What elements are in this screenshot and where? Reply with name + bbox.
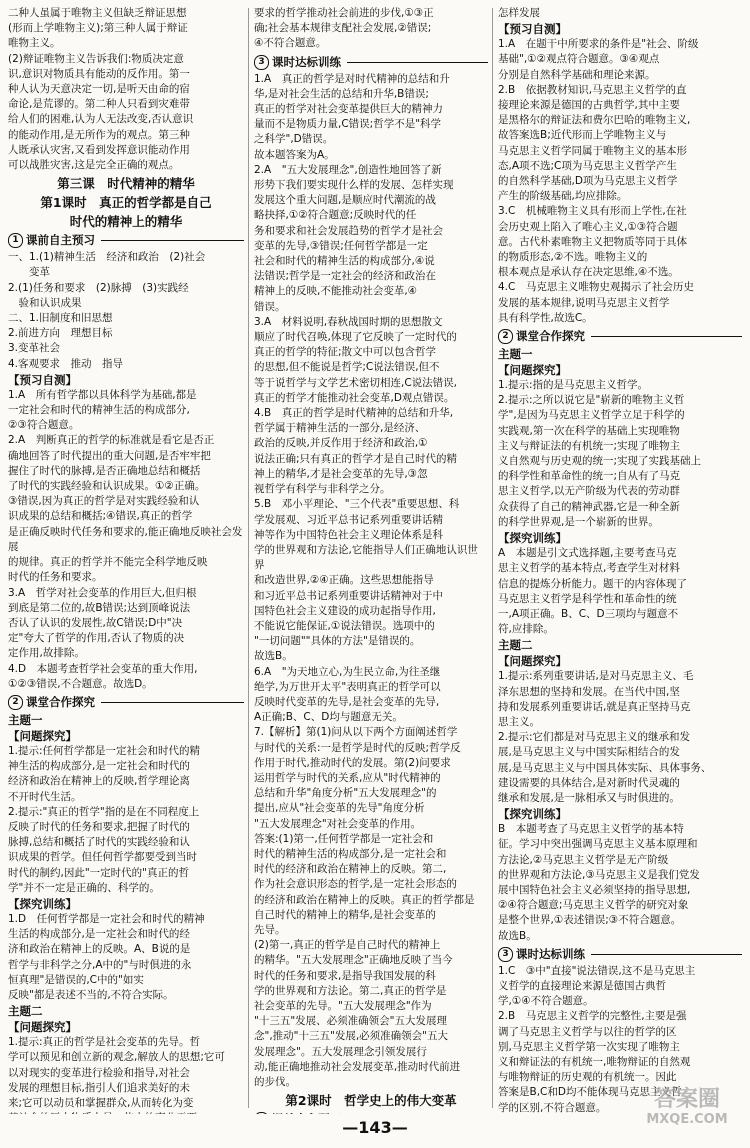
subsection-label: 【问题探究】 [8,1020,77,1035]
text-line: 变革 [8,266,50,279]
text-line: 4.B 真正的哲学是时代精神的总结和升华, [254,407,454,420]
text-line: 说法正确;只有真正的哲学才是自己时代的精 [254,452,458,465]
section-title [272,1112,341,1114]
text-line: ②③符合题意。 [8,419,80,432]
text-line: 二种人虽属于唯物主义但缺乏辩证思想 [8,7,187,19]
text-line: 视哲学有科学与非科学之分。 [254,483,391,496]
text-line: 2.(1)任务和要求 (2)脉搏 (3)实践经 [8,281,189,294]
text-line: 济和政治在精神上的反映。A、B说的是 [8,943,191,956]
section-title: 课时达标训练 [516,946,585,961]
text-line: 方法论,②马克思主义哲学是无产阶级 [498,853,669,866]
text-line: 1.D 任何哲学都是一定社会和时代的精神 [8,912,205,925]
section-bar [498,328,742,345]
text-line: 展,是马克思主义与中国具体实际、具体事务、 [498,761,712,774]
section-title: 课前自主预习 [26,233,95,248]
subsection-label: 主题二 [8,1004,43,1019]
text-line: 变革的先导,③错误;任何哲学都是一定 [254,239,428,252]
text-line: 会历史观上陷入了唯心主义,①③符合题 [498,220,678,233]
text-line: B 本题考查了马克思主义哲学的基本特 [498,823,684,836]
text-line: 3.A 哲学对社会变革的作用巨大,但归根 [8,586,197,599]
text-line: 到底是第二位的,故B错误;达到顶峰说法 [8,601,191,614]
text-line: 给人们的困难,认为人无法改变,否认意识 [8,113,194,126]
text-line: 征。学习中突出强调马克思主义基本原理和 [498,838,698,851]
section-title: 课堂合作探究 [516,328,585,343]
text-line: 时代的任务和要求。 [8,571,103,584]
section-bar [254,1111,488,1114]
text-line: 时代的任务和要求,是指导我国发展的科 [254,969,436,982]
text-line: 故选B。 [498,929,537,942]
text-line: 发展理念"。五大发展理念引领发展行 [254,1045,427,1058]
text-line: 恒真理"是错误的,C中的"如实 [8,973,144,986]
text-line: 提出,应从"社会变革的先导"角度分析 [254,802,425,815]
text-line: 念",推动"十三五"发展,必须准确领会"五大 [254,1030,448,1043]
text-line: 继承和发展,是一脉相承又与时俱进的。 [498,791,680,804]
text-line: 4.客观要求 推动 指导 [8,357,124,370]
text-line: 命论,是荒谬的。第二种人只看到灾难带 [8,98,190,111]
text-line: 学,①④不符合题意。 [498,995,594,1008]
text-line: 识成果的总结和概括;④错误,真正的哲学 [8,510,193,523]
text-line: 务和要求和社会发展趋势的哲学才是社会 [254,224,443,237]
text-line: 故本题答案为A。 [254,148,335,161]
text-line: 反映时代变革的先导,是社会变革的先导, [254,695,440,708]
text-line: 识,意识对物质具有能动的反作用。第一 [8,67,190,80]
text-line: 义哲学的直接理论来源是德国古典哲 [498,979,666,992]
text-line: 态,A项不选;C项为马克思主义哲学产生 [498,159,677,172]
text-line: 产生的阶级基础,均应排除。 [498,190,628,203]
text-line: 神生活的构成部分,是一定社会和时代的 [8,760,190,773]
column-divider [248,8,249,1108]
text-line: 2.B 马克思主义哲学的完整性,主要是强 [498,1010,687,1023]
section-bar [254,54,488,71]
text-line: 学"并不一定是正确的、科学的。 [8,881,160,894]
text-line: 不开时代生活。 [8,790,82,803]
text-line: ④不符合题意。 [254,37,327,50]
text-line: 和习近平总书记系列重要讲话精神对于中 [254,589,443,602]
column-right [498,6,742,1114]
section-bar [8,694,244,711]
text-line: 动,能正确地推动社会发展变革,推动时代前进 [254,1060,461,1073]
text-line: 是黑格尔的辩证法和费尔巴哈的唯物主义, [498,114,691,127]
text-line: ①②③错误,不合题意。故选D。 [8,677,153,690]
subsection-label: 【问题探究】 [498,363,567,378]
text-line: 1.提示:系列重要讲话,是对马克思主义、毛 [498,670,694,683]
text-line: 泽东思想的坚持和发展。在当代中国,坚 [498,685,680,698]
text-line: 4.C 马克思主义唯物史观揭示了社会历史 [498,281,694,294]
section-rule [591,336,742,337]
text-line: 2.B 依据教材知识,马克思主义哲学的直 [498,83,687,96]
subsection-label: 【问题探究】 [8,728,77,743]
text-line: 顺应了时代召唤,体现了它反映了一定时代的 [254,331,457,344]
text-line: 验和认识成果 [8,296,82,309]
text-line: 众获得了自己的精神武器,它是一种全新 [498,500,680,513]
text-line: 1.A 在题干中所要求的条件是"社会、阶级 [498,38,699,51]
text-line: 符,应排除。 [498,623,554,636]
section-number-icon: 2 [8,695,23,710]
text-line: 1.A 真正的哲学是对时代精神的总结和升 [254,72,450,85]
text-line: 社会和时代的精神生活的构成部分,④说 [254,255,435,268]
text-line: 5.B 邓小平理论、"三个代表"重要思想、科 [254,498,460,511]
text-line: 量而不是物质力量,C错误;哲学不是"科学 [254,118,442,131]
text-line: 反映了时代的任务和要求,把握了时代的 [8,820,190,833]
lesson-heading: 时代的精神上的精华 [69,214,183,230]
text-line: 生活的构成部分,是一定社会和时代的经 [8,928,190,941]
text-line: 定"夸大了哲学的作用,否认了物质的决 [8,632,185,645]
text-line: 怎样发展 [498,7,540,19]
text-line: 唯物主义。 [8,37,61,50]
text-line: 一、1.(1)精神生活 经济和政治 (2)社会 [8,251,206,264]
column-left [8,6,244,1114]
section-number-icon: 2 [498,329,513,344]
text-line: 2.提示:之所以说它是"崭新的唯物主义哲 [498,394,685,407]
text-line: 思主义哲学的基本特点,考查学生对材料 [498,562,680,575]
text-line: 3.C 机械唯物主义具有形而上学性,在社 [498,205,687,218]
text-line: 运用哲学与时代的关系,应从"时代精神的 [254,771,441,784]
text-line: 实践观,第一次在科学的基础上实现唯物 [498,424,680,437]
column-middle [254,6,488,1114]
text-line: 定作用,故排除。 [8,647,85,660]
section-bar [498,946,742,963]
text-line: 真正的哲学才能推动社会变革,D观点错误。 [254,391,455,404]
text-line: A正确;B、C、D均与题意无关。 [254,711,403,724]
text-line: 来;它可以动员和掌握群众,从而转化为变 [8,1096,194,1109]
text-line: 答案:(1)第一,任何哲学都是一定社会和 [254,832,434,845]
text-line: 二、1.旧制度和旧思想 [8,312,113,325]
section-bar [8,232,244,249]
text-line: 1.A 所有哲学都以具体科学为基础,都是 [8,388,197,401]
text-line: ③错误,因为真正的哲学是对实践经验和认 [8,495,200,508]
text-line: 了时代的实践经验和认识成果。①②正确。 [8,480,206,493]
text-line: 基础",①②观点符合题意。③④观点 [498,53,660,66]
text-line: (2)辩证唯物主义告诉我们:物质决定意 [8,52,184,65]
text-line: 的能动作用,是无所作为的观点。第三种 [8,128,190,141]
text-line: 作用于时代,推动时代的发展。第(2)问要求 [254,756,451,769]
text-line: 的科学性和革命性的统一;自从有了马克 [498,470,681,483]
text-line: 以对现实的变革进行检验和指导,对社会 [8,1066,190,1079]
text-line: 脉搏,总结和概括了时代的实践经验和认 [8,836,190,849]
text-line: 一定社会和时代的精神生活的构成部分, [8,404,190,417]
subsection-label: 【探究训练】 [498,531,567,546]
lesson-heading: 第1课时 真正的哲学都是自己 [40,195,212,211]
lesson-heading: 第2课时 哲学史上的伟大变革 [285,1093,457,1109]
text-line: 反映"都是表述不当的,不符合实际。 [8,988,174,1001]
text-line: 经济和政治在精神上的反映,哲学理论离 [8,775,190,788]
text-line: 先导。 [254,923,286,936]
page-number: —143— [342,1118,408,1137]
text-line: 否认了认识的发展性,故C错误;D中"决 [8,616,183,629]
text-line: 2.A "五大发展理念",创造性地回答了新 [254,163,442,176]
text-line: 答案是B,C和D均不能体现马克思主义哲 [498,1086,682,1099]
text-line: "五大发展理念"对社会变革的作用。 [254,817,422,830]
text-line: 发展这个重大问题,是顺应时代潮流的战 [254,194,436,207]
text-line: 发展的基本规律,说明马克思主义哲学 [498,296,670,309]
text-line: 政治的反映,并反作用于经济和政治,① [254,437,428,450]
text-line: 的精华。"五大发展理念"正确地反映了当今 [254,954,453,967]
text-line: 1.提示:指的是马克思主义哲学。 [498,379,649,392]
text-line: 别,马克思主义哲学第一次实现了唯物主 [498,1040,680,1053]
text-line: 马克思主义哲学同属于唯物主义的基本形 [498,144,687,157]
section-rule [101,702,244,703]
section-number-icon: 3 [498,947,513,962]
text-line: 的经济和政治在精神上的反映。真正的哲学都是 [254,893,475,906]
text-line: 人既承认灾害,又看到发挥意识能动作用 [8,143,190,156]
text-line: 学可以预见和创立新的观念,解放人的思想;它可 [8,1051,225,1064]
section-number-icon [254,1112,269,1114]
text-line: 2.前进方向 理想目标 [8,327,113,340]
text-line: 持和发展系列重要讲话,就是真正坚持马克 [498,700,691,713]
text-line: 信息的提炼分析能力。题干的内容体现了 [498,577,687,590]
text-line: "十三五"发展、必须准确领会"五大发展理 [254,1015,447,1028]
text-line: 2.提示:它们都是对马克思主义的继承和发 [498,731,691,744]
text-line: 社会变革的先导。"五大发展理念"作为 [254,1000,432,1012]
text-line: 国特色社会主义建设的成功起指导作用, [254,604,436,617]
text-line: 意。古代朴素唯物主义把物质等同于具体 [498,235,687,248]
text-line: 自己时代的精神上的精华,是社会变革的 [254,908,436,921]
text-line: 的科学世界观,是一个崭新的世界。 [498,515,659,528]
subsection-label: 【探究训练】 [498,807,567,822]
watermark-logo [632,1088,742,1140]
text-line: 思主义。 [498,715,540,728]
section-rule [101,240,244,241]
text-line: 发展的理想目标,指引人们追求美好的未 [8,1081,190,1094]
subsection-label: 主题二 [498,638,533,653]
section-rule [591,954,742,955]
text-line: 的步伐。 [254,1076,296,1089]
text-line: 不能说它能保证,①说法错误。选项中的 [254,619,435,632]
text-line: 学的世界观和方法论。第二,真正的哲学是 [254,984,447,997]
text-line: 展,是马克思主义与中国实际相结合的发 [498,746,680,759]
text-line: 与时代的关系:一是哲学是时代的反映;哲学反 [254,741,461,754]
text-line: 神等作为中国特色社会主义理论体系是科 [254,528,443,541]
text-line: 真正的哲学对社会变革提供巨大的精神力 [254,103,443,116]
subsection-label: 【探究训练】 [8,896,77,911]
text-line: 3.A 材料说明,春秋战国时期的思想散文 [254,315,443,328]
text-line: 分别是自然科学基础和理论来源。 [498,68,656,81]
section-number-icon: 3 [254,55,269,70]
text-line [8,1111,244,1114]
watermark-text: 答案圈 [653,1087,720,1112]
text-line: ②④符合题意;马克思主义哲学的研究对象 [498,899,689,912]
text-line: 6.A "为天地立心,为生民立命,为往圣继 [254,665,441,678]
text-line: 和改造世界,②④正确。这些思想能指导 [254,574,434,587]
text-line: 学",是因为马克思主义哲学立足于科学的 [498,409,685,422]
text-line: 2.A 判断真正的哲学的标准就是看它是否正 [8,434,215,447]
text-line: (形而上学唯物主义);第三种人属于辩证 [8,22,188,35]
text-line: 展中国特色社会主义必须坚持的指导思想, [498,883,691,896]
lesson-heading: 第三课 时代精神的精华 [57,176,195,192]
text-line: 时代的精神生活的构成部分,是一定社会和 [254,847,447,860]
text-line: 1.提示:任何哲学都是一定社会和时代的精 [8,744,201,757]
text-line: 形势下我们要实现什么样的发展、怎样实现 [254,179,454,192]
section-title: 课时达标训练 [272,54,341,69]
text-line: 识成果的哲学。但任何哲学都要受到当时 [8,851,197,864]
text-line: 3.变革社会 [8,342,61,355]
text-line: 作为社会意识形态的哲学,是一定社会形态的 [254,878,457,891]
text-line: 义和辩证法的有机统一,唯物辩证的自然观 [498,1055,691,1068]
text-line: 调了马克思主义哲学与以往的哲学的区 [498,1025,677,1038]
subsection-label: 【预习自测】 [498,22,567,37]
text-line: 等于说哲学与文学艺术密切相连,C说法错误, [254,376,458,389]
text-line: 学的世界观和方法论,它能指导人们正确地认识世界 [254,543,478,572]
text-line: 哲学与非科学之分,A中的"与时俱进的永 [8,958,192,971]
text-line: 是正确反映时代任务和要求的,能正确地反映社会发展 [8,525,243,553]
text-line: 时代的制约,因此"一定时代的"真正的哲 [8,866,189,879]
text-line: 思主义哲学,以无产阶级为代表的劳动群 [498,485,680,498]
text-line: 可以战胜灾害,这是完全正确的观点。 [8,159,180,172]
text-line: 精神上的反映,不能推动社会变革,④ [254,285,418,298]
text-line: 2.提示:"真正的哲学"指的是在不同程度上 [8,805,200,818]
section-title: 课堂合作探究 [26,694,95,709]
text-line: 接理论来源是德国的古典哲学,其中主要 [498,99,680,112]
text-line: 的自然科学基础,D项为马克思主义哲学 [498,175,678,188]
section-rule [347,62,488,63]
text-line: 确地回答了时代提出的重大问题,是否牢牢把 [8,449,211,462]
subsection-label: 主题一 [498,347,533,362]
subsection-label: 【问题探究】 [498,654,567,669]
text-line: A 本题是引文式选择题,主要考查马克 [498,547,677,560]
text-line: 故答案选B;近代形而上学唯物主义与 [498,129,667,142]
text-line: 一,A项正确。B、C、D三项均与题意不 [498,607,679,620]
text-line: 法错误;哲学是一定社会的经济和政治在 [254,270,437,283]
text-line: 握住了时代的脉搏,是否正确地总结和概括 [8,464,201,477]
text-line: 绝学,为万世开太平"表明真正的哲学可以 [254,680,441,693]
text-line: 学的区别,不符合题意。 [498,1101,607,1114]
text-line: 与唯物辩证的历史观的有机统一。因此 [498,1071,677,1084]
text-line: 的思想,但不能说是哲学;C说法错误,但不 [254,361,440,374]
text-line: "一切问题""具体的方法"是错误的。 [254,635,421,648]
text-line: 略抉择,①②符合题意;反映时代的任 [254,209,417,222]
watermark-url: MXQE.COM [646,1112,728,1127]
text-line: 时代的经济和政治在精神上的反映。第二, [254,863,447,876]
text-line: 马克思主义哲学是科学性和革命性的统 [498,592,677,605]
text-line: 华,是对社会生活的总结和升华,B错误; [254,87,429,100]
text-line: 7.【解析】第(1)问从以下两个方面阐述哲学 [254,726,458,739]
text-line: 的物质形态,②不选。唯物主义的 [498,251,648,264]
text-line: 主义与辩证法的有机统一;实现了唯物主 [498,439,681,452]
section-number-icon: 1 [8,233,23,248]
text-line: 1.提示:真正的哲学是社会变革的先导。哲 [8,1036,201,1049]
text-line: 哲学属于精神生活的一部分,是经济、 [254,422,426,435]
text-line: 神上的精华,才是社会变革的先导,③忽 [254,467,428,480]
text-line: 的世界观和方法论,③马克思主义是我们党发 [498,868,700,881]
subsection-label: 【预习自测】 [8,372,77,387]
text-line: 4.D 本题考查哲学社会变革的重大作用, [8,662,198,675]
text-line: 具有科学性,故选C。 [498,311,593,324]
text-line: 之科学",D错误。 [254,133,334,146]
text-line: 义自然观与历史观的统一;实现了实践基础上 [498,455,702,468]
text-line: 根本观点是承认存在决定思维,④不选。 [498,266,679,279]
text-line: 建设需要的具体结合,是对新时代灵魂的 [498,776,680,789]
text-line: 要求的哲学推动社会前进的步伐,①③正 [254,7,434,19]
text-line: 是整个世界,①表述错误;③不符合题意。 [498,914,682,927]
text-line: 真正的哲学的特征;散文中可以包含哲学 [254,346,437,359]
text-line: 的规律。真正的哲学并不能完全科学地反映 [8,556,208,569]
text-line: 错误。 [254,300,286,313]
text-line: 故选B。 [254,650,293,663]
text-line: 学发展观、习近平总书记系列重要讲话精 [254,513,443,526]
text-line: 总结和升华"角度分析"五大发展理念"的 [254,787,437,800]
text-line: 确;社会基本规律支配社会发展,②错误; [254,22,432,35]
text-line: 1.C ③中"直接"说法错误,这不是马克思主 [498,964,696,977]
column-divider [492,8,493,1108]
text-line: (2)第一,真正的哲学是自己时代的精神上 [254,939,441,952]
subsection-label: 主题一 [8,712,43,727]
text-line: 种人认为天意决定一切,是听天由命的宿 [8,83,190,96]
